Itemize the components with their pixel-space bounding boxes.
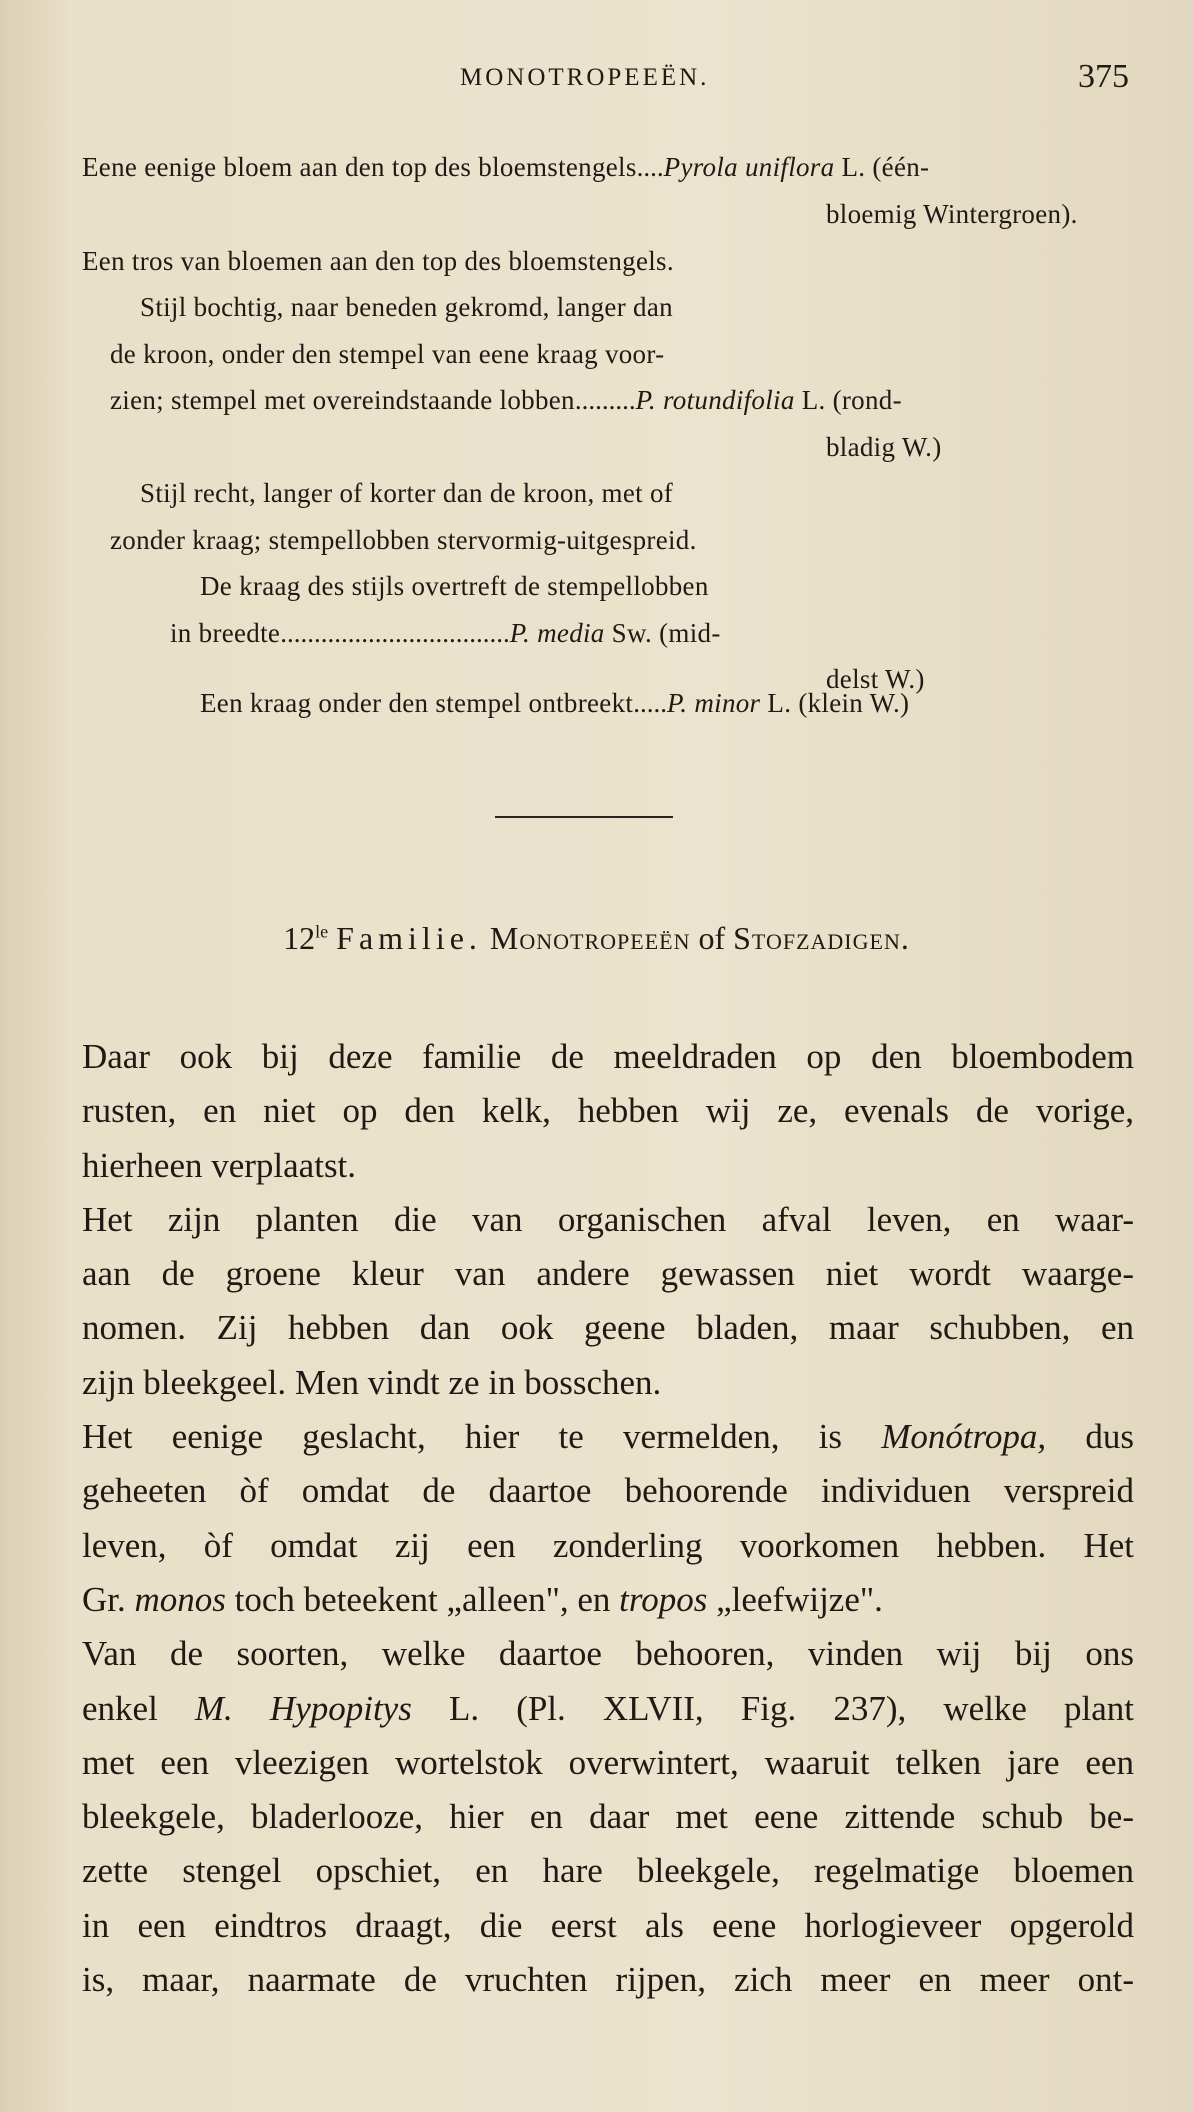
key-line-3	[82, 238, 674, 284]
species-name: M. Hypopitys	[194, 1688, 412, 1728]
body-line	[82, 1030, 1134, 1084]
text-run: Het zijn planten die van organischen afval leven, en waar-	[82, 1199, 1134, 1239]
key-text: bladig W.)	[826, 432, 942, 462]
text-run: Daar ook bij deze familie de meeldraden op den bloembodem	[82, 1037, 1134, 1076]
species-name: Pyrola uniflora	[663, 152, 835, 182]
body-line	[82, 1356, 1134, 1410]
leader-dots: .........	[574, 385, 636, 415]
body-line	[82, 1193, 1134, 1247]
text-run: „leefwijze".	[716, 1579, 883, 1619]
key-line-10	[200, 563, 709, 609]
text-run: bleekgele, bladerlooze, hier en daar met eene zittende schub be-	[82, 1797, 1134, 1837]
text-run: zette stengel opschiet, en hare bleekgele, regelmatige bloemen	[82, 1851, 1134, 1891]
family-heading	[0, 920, 1193, 957]
key-text: in breedte	[170, 618, 281, 648]
leader-dots: .....	[633, 688, 667, 718]
family-number: 12	[283, 920, 316, 956]
key-line-4	[140, 284, 673, 330]
species-name: P. media	[509, 618, 605, 648]
key-text: Stijl recht, langer of korter dan de kroon, met of	[140, 478, 674, 508]
key-line-7	[826, 424, 942, 470]
genus-name: Monótropa,	[881, 1417, 1047, 1457]
species-author: L. (rond-	[801, 385, 902, 415]
species-name: P. rotundifolia	[635, 385, 795, 415]
text-run: is, maar, naarmate de vruchten rijpen, zich meer en meer ont-	[82, 1960, 1134, 2000]
key-line-2	[826, 191, 1078, 237]
key-line-9	[110, 517, 697, 563]
text-run: met een vleezigen wortelstok overwintert, waaruit telken jare een	[82, 1742, 1134, 1782]
text-run: toch beteekent „alleen", en	[234, 1579, 611, 1619]
key-text: de kroon, onder den stempel van eene kraag voor-	[110, 339, 665, 369]
text-run: zijn bleekgeel. Men vindt ze in bosschen.	[82, 1362, 662, 1402]
key-text: Een kraag onder den stempel ontbreekt	[200, 688, 634, 718]
key-text: delst W.)	[826, 664, 925, 694]
body-line	[82, 1464, 1134, 1518]
text-run: dus	[1085, 1417, 1135, 1457]
key-line-6	[110, 377, 902, 423]
text-run: L. (Pl. XLVII, Fig. 237), welke plant	[448, 1688, 1134, 1728]
body-line	[82, 1736, 1134, 1790]
body-line	[82, 1301, 1134, 1355]
species-name: P. minor	[666, 688, 761, 718]
key-text: Een tros van bloemen aan den top des bloemstengels.	[82, 246, 674, 276]
section-divider	[495, 816, 673, 818]
body-line	[82, 1899, 1134, 1953]
key-line-1	[82, 144, 929, 190]
key-text: Stijl bochtig, naar beneden gekromd, langer dan	[140, 292, 673, 322]
species-author: L. (klein W.)	[767, 688, 910, 718]
identification-key	[0, 0, 1193, 730]
species-author: Sw. (mid-	[611, 618, 721, 648]
body-line	[82, 1953, 1134, 2007]
text-run: nomen. Zij hebben dan ook geene bladen, maar schubben, en	[82, 1308, 1134, 1348]
text-run: Van de soorten, welke daartoe behooren, vinden wij bij ons	[82, 1634, 1134, 1674]
greek-word: monos	[134, 1579, 226, 1619]
key-line-13	[200, 680, 909, 726]
family-label: Familie.	[336, 920, 482, 956]
body-line	[82, 1519, 1134, 1573]
body-line	[82, 1573, 1134, 1627]
key-text: De kraag des stijls overtreft de stempellobben	[200, 571, 709, 601]
leader-dots: ..................................	[280, 618, 510, 648]
key-line-5	[110, 331, 664, 377]
key-text: Eene eenige bloem aan den top des bloemstengels	[82, 152, 637, 182]
text-run: Gr.	[82, 1579, 126, 1619]
ordinal-suffix: le	[315, 921, 329, 942]
text-run: enkel	[82, 1688, 158, 1728]
text-run: rusten, en niet op den kelk, hebben wij ze, evenals de vorige,	[82, 1091, 1134, 1131]
greek-word: tropos	[619, 1579, 708, 1619]
running-title: MONOTROPEEËN.	[460, 64, 710, 91]
text-run: aan de groene kleur van andere gewassen niet wordt waarge-	[82, 1254, 1134, 1294]
species-author: L. (één-	[841, 152, 930, 182]
text-run: hierheen verplaatst.	[82, 1145, 357, 1185]
leader-dots: ....	[636, 152, 664, 182]
text-run: leven, òf omdat zij een zonderling voorkomen hebben. Het	[82, 1525, 1134, 1565]
body-text	[82, 1030, 1134, 2007]
key-text: zonder kraag; stempellobben stervormig-uitgespreid.	[110, 525, 697, 555]
body-line	[82, 1410, 1134, 1464]
key-line-8	[140, 470, 673, 516]
body-line	[82, 1844, 1134, 1898]
body-line	[82, 1627, 1134, 1681]
family-name: Monotropeeën	[489, 920, 691, 956]
body-line	[82, 1682, 1134, 1736]
family-alt-name: Stofzadigen.	[733, 920, 910, 956]
body-line	[82, 1139, 1134, 1193]
key-text: bloemig Wintergroen).	[826, 199, 1078, 229]
page-number: 375	[1078, 58, 1129, 95]
heading-connector: of	[698, 920, 726, 956]
text-run: geheeten òf omdat de daartoe behoorende individuen verspreid	[82, 1471, 1134, 1511]
body-line	[82, 1084, 1134, 1138]
body-line	[82, 1790, 1134, 1844]
key-line-11	[170, 610, 721, 656]
text-run: in een eindtros draagt, die eerst als eene horlogieveer opgerold	[82, 1905, 1134, 1945]
key-text: zien; stempel met overeindstaande lobben	[110, 385, 575, 415]
body-line	[82, 1247, 1134, 1301]
text-run: Het eenige geslacht, hier te vermelden, is	[82, 1417, 843, 1457]
